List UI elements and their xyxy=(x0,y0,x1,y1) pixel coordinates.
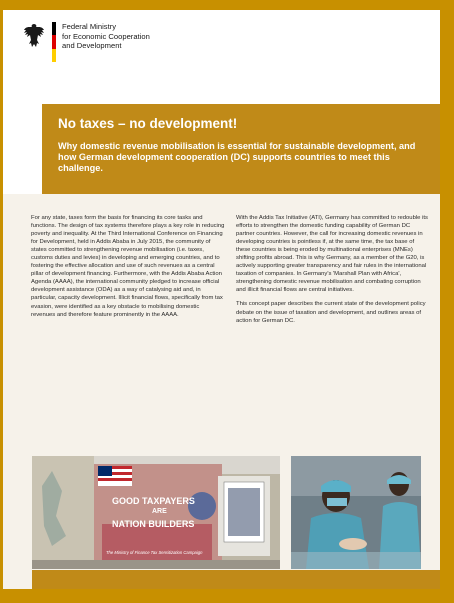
surgery-photo xyxy=(291,456,421,569)
frame-right-border xyxy=(440,0,454,603)
mural-headline-1: GOOD TAXPAYERS xyxy=(112,496,195,506)
left-paragraph-1: For any state, taxes form the basis for financing its core tasks and functions. The design of tax systems therefore plays a key role in reducing poverty and inequality. At the Third International Conference on Financing for Development, held in Addis Ababa in July 2015, the community of states committed to strengthening revenue mobilisation (i.e. taxes, customs duties and levies) in developing and emerging countries, and to fostering the effective allocation and use of such revenues as a central pillar of development financing. Furthermore, with the Addis Ababa Action Agenda (AAAA), the international community pledged to increase official development assistance (ODA) as a way of catalysing aid and, in particular, capacity development. Illicit financial flows, specifically from tax evasion, were identified as a key obstacle to mobilising domestic revenues and therefore feature prominently in the AAAA. xyxy=(31,215,225,318)
frame-top-border xyxy=(0,0,454,10)
tax-mural-photo xyxy=(32,456,280,569)
frame-bottom-border xyxy=(0,589,454,603)
ministry-logo xyxy=(22,22,222,72)
ministry-name: Federal Ministry for Economic Cooperation and Development xyxy=(62,22,150,51)
mural-headline-2: ARE xyxy=(152,508,167,515)
title-band xyxy=(42,104,440,194)
right-paragraph-2: This concept paper describes the current state of the development policy debate on the issue of taxation and development, and outlines areas of action for German DC. xyxy=(236,301,426,324)
left-column xyxy=(31,214,225,325)
right-paragraph-1: With the Addis Tax Initiative (ATI), Germany has committed to redouble its efforts to strengthen the domestic funding capability of German DC partner countries. However, the call for increasing domestic revenues in developing countries is pointless if, at the same time, the tax base of these countries is being eroded by multinational enterprises (MNEs) shifting profits abroad. This is why Germany, as a member of the G20, is actively supporting greater transparency and fair rules in the international taxation of companies. In Germany's 'Marshall Plan with Africa', strengthening domestic revenue mobilisation and combating corruption and illicit financial flows are central initiatives. xyxy=(236,215,428,294)
page-subtitle: Why domestic revenue mobilisation is essential for sustainable development, and how German development cooperation (DC) supports countries to meet this challenge. xyxy=(58,141,416,174)
federal-eagle-icon xyxy=(22,22,46,50)
page-title: No taxes – no development! xyxy=(58,116,238,131)
bottom-band xyxy=(32,570,440,589)
mural-headline-3: NATION BUILDERS xyxy=(112,519,195,529)
right-column xyxy=(236,214,430,331)
german-flag-stripe xyxy=(52,22,56,62)
mural-footer: The Ministry of Finance Tax Sensitization Campaign xyxy=(106,550,203,555)
